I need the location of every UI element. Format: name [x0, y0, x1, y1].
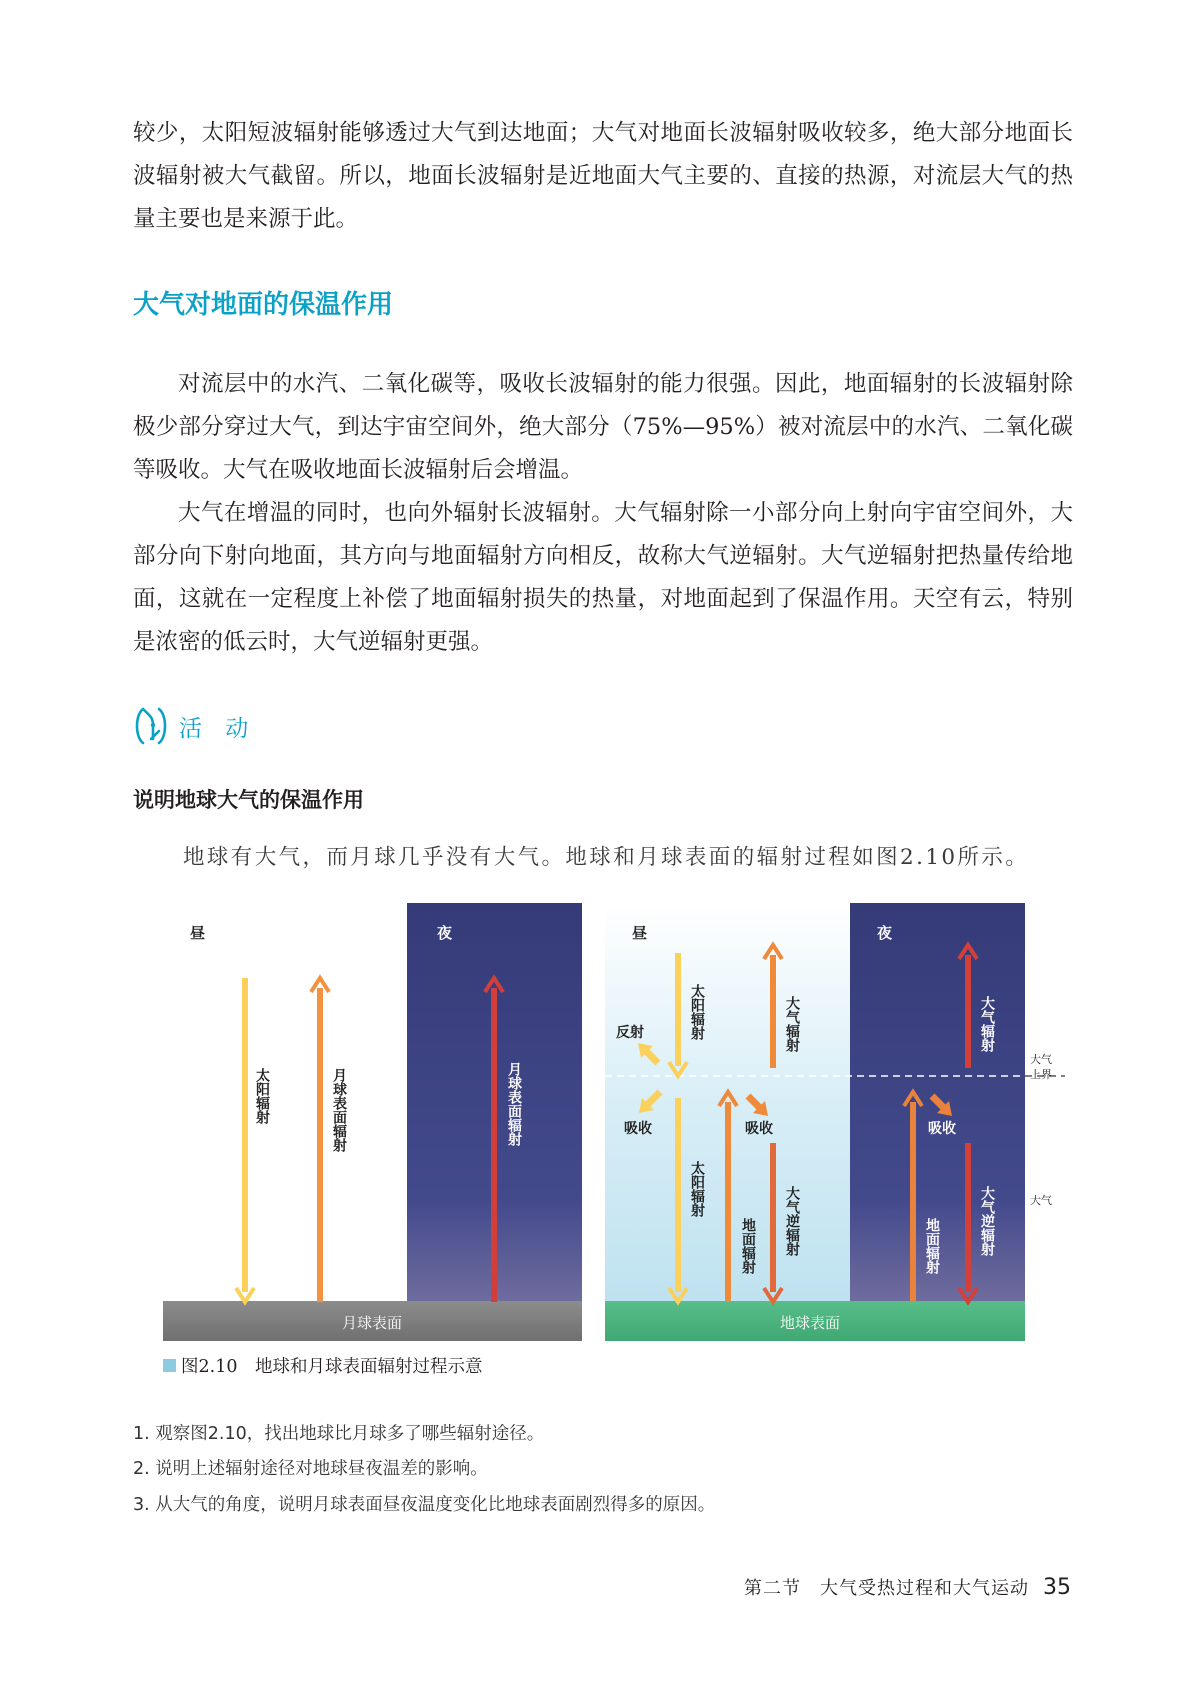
question-3: 3. 从大气的角度，说明月球表面昼夜温度变化比地球表面剧烈得多的原因。	[133, 1495, 716, 1515]
caption-text: 图2.10 地球和月球表面辐射过程示意	[181, 1357, 483, 1377]
activity-icon	[133, 705, 169, 747]
moon-day-label: 昼	[190, 924, 206, 942]
atmosphere-top-label-1: 大气	[1030, 1053, 1052, 1066]
atmosphere-label: 大气	[1030, 1194, 1052, 1207]
earth-night-label: 夜	[877, 924, 893, 942]
activity-intro: 地球有大气，而月球几乎没有大气。地球和月球表面的辐射过程如图2.10所示。	[183, 845, 1030, 870]
earth-counter-rad-day-label: 大气逆辐射	[784, 1186, 800, 1256]
moon-surface-label: 月球表面	[341, 1314, 403, 1332]
moon-surface-day-label: 月球表面辐射	[331, 1068, 347, 1152]
atmosphere-top-label-2: 上界	[1030, 1068, 1052, 1081]
question-1: 1. 观察图2.10，找出地球比月球多了哪些辐射途径。	[133, 1424, 545, 1444]
figure-caption	[163, 1353, 482, 1378]
activity-header	[133, 705, 256, 747]
earth-solar-top-label: 太阳辐射	[689, 984, 705, 1040]
moon-surface-day-arrow	[311, 978, 329, 1302]
moon-surface-night-label: 月球表面辐射	[506, 1062, 522, 1146]
earth-counter-rad-night-label: 大气逆辐射	[979, 1186, 995, 1256]
paragraph-intro: 较少，太阳短波辐射能够透过大气到达地面；大气对地面长波辐射吸收较多，绝大部分地面长波辐射被大气截留。所以，地面长波辐射是近地面大气主要的、直接的热源，对流层大气的热量主要也是来源于此。	[133, 120, 1073, 232]
paragraph-1: 对流层中的水汽、二氧化碳等，吸收长波辐射的能力很强。因此，地面辐射的长波辐射除极少部分穿过大气，到达宇宙空间外，绝大部分（75%—95%）被对流层中的水汽、二氧化碳等吸收。大气在吸收地面长波辐射后会增温。	[133, 371, 1073, 483]
footer-section-title: 第二节 大气受热过程和大气运动	[744, 1578, 1029, 1599]
moon-solar-label: 太阳辐射	[254, 1068, 270, 1124]
earth-surface-label: 地球表面	[779, 1314, 841, 1332]
activity-subheading: 说明地球大气的保温作用	[133, 788, 364, 812]
earth-atm-rad-night-label: 大气辐射	[979, 996, 995, 1052]
question-2: 2. 说明上述辐射途径对地球昼夜温差的影响。	[133, 1459, 488, 1479]
moon-solar-arrow	[236, 978, 254, 1302]
caption-marker	[163, 1359, 176, 1372]
earth-ground-day-label: 地面辐射	[740, 1218, 756, 1274]
paragraph-2: 大气在增温的同时，也向外辐射长波辐射。大气辐射除一小部分向上射向宇宙空间外，大部分向下射向地面，其方向与地面辐射方向相反，故称大气逆辐射。大气逆辐射把热量传给地面，这就在一定程度上补偿了地面辐射损失的热量，对地面起到了保温作用。天空有云，特别是浓密的低云时，大气逆辐射更强。	[133, 500, 1073, 655]
earth-absorb-label-night: 吸收	[928, 1121, 956, 1137]
earth-ground-night-label: 地面辐射	[924, 1218, 940, 1274]
radiation-figure	[160, 895, 1052, 1335]
page-number: 35	[1043, 1575, 1071, 1600]
earth-absorb-label-mid: 吸收	[745, 1121, 773, 1137]
earth-absorb-label-left: 吸收	[624, 1121, 652, 1137]
earth-atm-rad-day-label: 大气辐射	[784, 996, 800, 1052]
earth-solar-bottom-label: 太阳辐射	[689, 1161, 705, 1217]
page-footer	[744, 1574, 1071, 1600]
activity-label: 活 动	[179, 715, 257, 742]
earth-reflect-label: 反射	[616, 1025, 644, 1041]
earth-day-label: 昼	[632, 924, 648, 942]
moon-night-label: 夜	[437, 924, 453, 942]
section-heading: 大气对地面的保温作用	[133, 290, 394, 320]
